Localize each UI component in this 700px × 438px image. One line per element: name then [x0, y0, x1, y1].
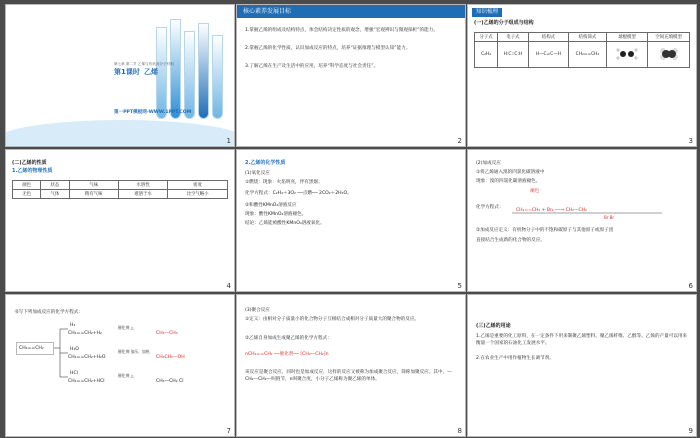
wave-decoration	[5, 120, 235, 147]
table-cell: 无色	[13, 190, 41, 199]
slide-number: 4	[226, 282, 231, 290]
equation-left: CH₂==CH₂+HCl	[68, 379, 105, 384]
text-line: 现象：酸性KMnO₄溶液褪色。	[245, 212, 307, 217]
table-header: 颜色	[13, 181, 41, 190]
table-header: 结构简式	[569, 33, 607, 42]
product-label: CH₃CH₂—OH	[156, 355, 185, 360]
table-header: 气味	[69, 181, 118, 190]
table-header: 分子式	[475, 33, 498, 42]
text-line: 该反应是聚合反应，同时也是加成反应，这样的反应又被称为加成聚合反应，简称加聚反应。其中，—CH₂—CH₂—叫链节，n叫聚合度，小分子乙烯称为聚乙烯的单体。	[245, 370, 452, 383]
text-line: ①燃烧：现象：火焰明亮，伴有黑烟；	[245, 180, 323, 185]
condition-label: 催化剂 加压、加热	[118, 349, 150, 354]
section-heading: (一)乙烯的分子组成与结构	[474, 20, 534, 26]
condition-label: 催化剂 △	[118, 373, 134, 378]
physical-property-table	[12, 180, 228, 199]
table-cell: CH₂==CH₂	[569, 42, 607, 68]
slide-number: 1	[226, 137, 231, 145]
reactant-label: CH₂==CH₂	[19, 346, 44, 351]
slide-number: 8	[457, 427, 462, 435]
text-line: 化学方程式：	[476, 205, 504, 210]
table-header: 水溶性	[118, 181, 167, 190]
site-label: 第一PPT模板网-WWW.1PPT.COM	[114, 110, 192, 115]
text-line: 直接结合生成新的化合物的反应。	[476, 238, 545, 243]
table-cell: 难溶于水	[118, 190, 167, 199]
reagent-label: H₂	[70, 323, 76, 328]
slide-number: 9	[688, 427, 693, 435]
slide-number: 3	[688, 137, 693, 145]
condition-label: 催化剂 △	[118, 325, 134, 330]
slide-1[interactable]	[5, 4, 235, 147]
text-line: ②加成反应定义：有机物分子中的不饱和碳原子与其他原子或原子团	[476, 228, 614, 233]
bromination-equation-image	[512, 200, 662, 222]
table-cell: H—C=C—H	[528, 42, 568, 68]
slide-3[interactable]	[467, 4, 697, 147]
section-tag: 知识梳理	[472, 8, 502, 17]
goal-3: 3.了解乙烯在生产及生活中的应用，培养“科学态度与社会责任”。	[245, 64, 379, 69]
slide-header: 核心素养发展目标	[237, 5, 465, 18]
text-line: (3)聚合反应	[245, 308, 270, 313]
branch-bracket-image	[54, 327, 68, 381]
answer-blank: 褪色	[530, 189, 540, 194]
table-header: 状态	[41, 181, 69, 190]
slide-8[interactable]	[236, 294, 466, 437]
svg-text:CH₂==CH₂ + Br₂ ──→ CH₂—CH₂: CH₂==CH₂ + Br₂ ──→ CH₂—CH₂	[516, 208, 587, 213]
table-header: 球棍模型	[606, 33, 647, 42]
table-cell: 气体	[41, 190, 69, 199]
intro-text: 书写下列加成反应的化学方程式：	[14, 310, 83, 315]
goal-1: 1.掌握乙烯的组成及结构特点，体会结构决定性质的观念，增强“宏观辨识与微观探析”的能力。	[245, 28, 438, 33]
svg-text:Br Br: Br Br	[604, 215, 615, 220]
text-line: 结论：乙烯能被酸性KMnO₄溶液氧化。	[245, 221, 325, 226]
reagent-label: H₂O	[70, 347, 79, 352]
section-heading: 2.乙烯的化学性质	[245, 160, 286, 166]
slide-5[interactable]	[236, 149, 466, 292]
slide-9[interactable]	[467, 294, 697, 437]
text-line: 化学方程式：C₂H₄＋3O₂ ──点燃── 2CO₂＋2H₂O。	[245, 191, 352, 196]
text-line: (1)氧化反应	[245, 171, 270, 176]
structure-table	[474, 32, 690, 68]
slide-number: 7	[226, 427, 231, 435]
lesson-label: 第1课时	[114, 68, 140, 76]
slide-7[interactable]	[5, 294, 235, 437]
text-line: ②和酸性KMnO₄溶液反应	[245, 203, 297, 208]
table-cell: H:C::C:H	[498, 42, 529, 68]
text-line: 2.在农业生产中用作植物生长调节剂。	[476, 356, 554, 361]
slide-title: 乙烯	[144, 68, 158, 76]
slide-number: 2	[457, 137, 462, 145]
slide-2[interactable]	[236, 4, 466, 147]
text-line: ①定义：由相对分子质量小的化合物分子互相结合成相对分子质量大的聚合物的反应。	[245, 317, 420, 322]
reagent-label: HCl	[70, 371, 78, 376]
slide-6[interactable]	[467, 149, 697, 292]
slide-number: 6	[688, 282, 693, 290]
goal-2: 2.掌握乙烯的化学性质，认识加成反应的特点，培养“证据推理与模型认知”能力。	[245, 46, 411, 51]
polymerization-equation: nCH₂==CH₂ ──催化剂── [CH₂—CH₂]n	[245, 352, 329, 357]
equation-left: CH₂==CH₂+H₂O	[68, 355, 106, 360]
sub-heading: 1.乙烯的物理性质	[12, 168, 53, 174]
equation-left: CH₂==CH₂+H₂	[68, 331, 102, 336]
section-heading: (二)乙烯的性质	[12, 160, 47, 166]
text-line: 1.乙烯是重要的化工原料，在一定条件下用来制聚乙烯塑料、聚乙烯纤维、乙醇等。乙烯的产量可以用来衡量一个国家的石油化工发展水平。	[476, 334, 688, 347]
space-filling-model-image	[648, 42, 690, 68]
section-label: 第七章 第二节 乙烯与有机高分子材料	[114, 62, 174, 66]
table-header: 空间充填模型	[648, 33, 690, 42]
text-line: 现象：溴的四氯化碳溶液褪色。	[476, 179, 541, 184]
ball-stick-model-image	[606, 42, 647, 68]
product-label: CH₃—CH₃	[156, 331, 178, 336]
table-cell: C₂H₄	[475, 42, 498, 68]
section-heading: (三)乙烯的用途	[476, 323, 511, 329]
table-header: 结构式	[528, 33, 568, 42]
table-header: 密度	[168, 181, 228, 190]
product-label: CH₃—CH₂ Cl	[156, 379, 184, 384]
text-line: ①将乙烯通入溴的四氯化碳溶液中	[476, 170, 545, 175]
slide-4[interactable]	[5, 149, 235, 292]
table-cell: 比空气略小	[168, 190, 228, 199]
text-line: (2)加成反应	[476, 161, 501, 166]
table-header: 电子式	[498, 33, 529, 42]
text-line: ②乙烯自身加成生成聚乙烯的化学方程式：	[245, 336, 332, 341]
slide-number: 5	[457, 282, 462, 290]
table-cell: 稍有气味	[69, 190, 118, 199]
